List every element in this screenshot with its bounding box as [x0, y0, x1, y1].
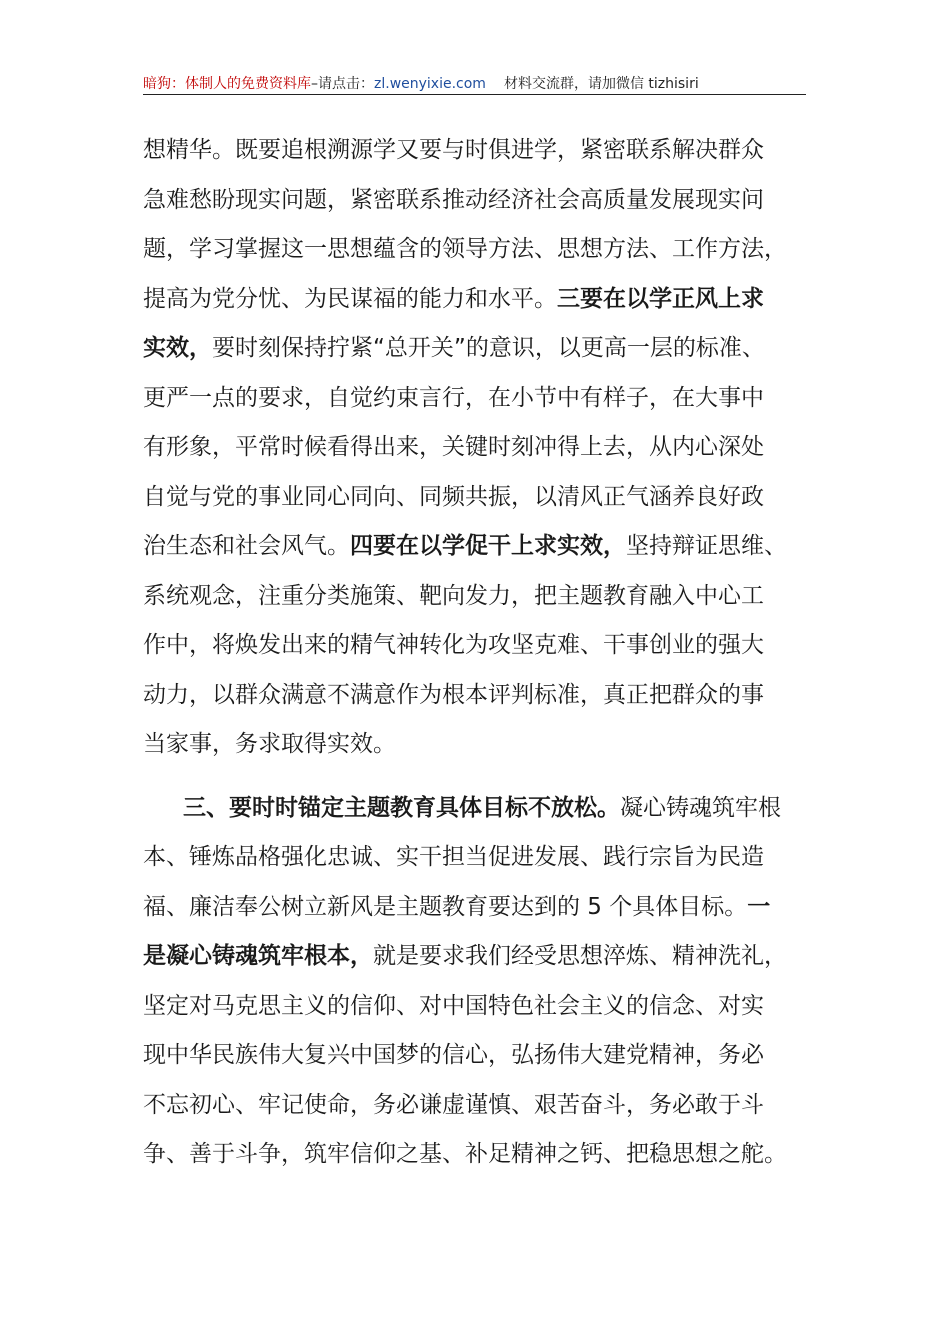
text-run: 系统观念，注重分类施策、靶向发力，把主题教育融入中心工 [143, 582, 764, 609]
text-run: 作中，将焕发出来的精气神转化为攻坚克难、干事创业的强大 [143, 632, 764, 658]
document-body [143, 126, 828, 1180]
text-run: 提高为党分忧、为民谋福的能力和水平。 [143, 285, 557, 312]
text-run: 争、善于斗争，筑牢信仰之基、补足精神之钙、把稳思想之舵。 [143, 1141, 787, 1167]
text-run: 坚持辩证思维、 [626, 533, 787, 559]
text-line [143, 833, 828, 883]
bold-text-run: 四要在以学促干上求实效， [350, 533, 626, 559]
text-line [143, 225, 828, 275]
paragraph [143, 784, 828, 1180]
text-line [143, 275, 828, 325]
text-run: 福、廉洁奉公树立新风是主题教育要达到的 5 个具体目标。 [143, 893, 748, 920]
text-line [143, 522, 828, 572]
text-run: 题，学习掌握这一思想蕴含的领导方法、思想方法、工作方法， [143, 236, 787, 262]
text-run: 不忘初心、牢记使命，务必谦虚谨慎、艰苦奋斗，务必敢于斗 [143, 1091, 764, 1118]
text-run: 动力，以群众满意不满意作为根本评判标准，真正把群众的事 [143, 681, 764, 708]
text-line [143, 720, 828, 770]
text-line [143, 883, 828, 933]
text-line [143, 572, 828, 622]
text-line [143, 324, 828, 374]
text-line [143, 1031, 828, 1081]
text-run: 想精华。既要追根溯源学又要与时俱进学，紧密联系解决群众 [143, 137, 764, 163]
text-run: 凝心铸魂筑牢根 [620, 794, 781, 821]
bold-text-run: 是凝心铸魂筑牢根本， [143, 943, 373, 969]
text-line [143, 1081, 828, 1131]
page-header [143, 70, 806, 95]
text-line [143, 982, 828, 1032]
bold-text-run: 实效， [143, 335, 212, 361]
text-line [143, 126, 828, 176]
text-line [143, 671, 828, 721]
text-line [143, 932, 828, 982]
text-run: 急难愁盼现实问题，紧密联系推动经济社会高质量发展现实问 [143, 186, 764, 213]
text-line [143, 176, 828, 226]
text-line [143, 374, 828, 424]
text-run: 就是要求我们经受思想淬炼、精神洗礼， [373, 943, 787, 969]
text-line [143, 621, 828, 671]
header-url-link[interactable]: zl.wenyixie.com [374, 76, 486, 92]
text-line [143, 473, 828, 523]
text-run: 坚定对马克思主义的信仰、对中国特色社会主义的信念、对实 [143, 992, 764, 1019]
header-brand: 暗狗：体制人的免费资料库 [143, 76, 311, 92]
text-run: 有形象，平常时候看得出来，关键时刻冲得上去，从内心深处 [143, 434, 764, 460]
text-run: 自觉与党的事业同心同向、同频共振，以清风正气涵养良好政 [143, 483, 764, 510]
header-link-prompt: –请点击： [311, 76, 374, 92]
text-run: 更严一点的要求，自觉约束言行，在小节中有样子，在大事中 [143, 384, 764, 411]
text-run: 当家事，务求取得实效。 [143, 731, 396, 757]
text-run: 治生态和社会风气。 [143, 533, 350, 559]
text-run: 现中华民族伟大复兴中国梦的信心，弘扬伟大建党精神，务必 [143, 1042, 764, 1068]
text-line [143, 1130, 828, 1180]
bold-text-run: 三要在以学正风上求 [557, 285, 764, 312]
text-line [143, 784, 828, 834]
text-run: 要时刻保持拧紧“总开关”的意识，以更高一层的标准、 [212, 335, 765, 361]
text-line [143, 423, 828, 473]
bold-text-run: 三、要时时锚定主题教育具体目标不放松。 [183, 794, 620, 821]
text-run: 本、锤炼品格强化忠诚、实干担当促进发展、践行宗旨为民造 [143, 844, 764, 870]
header-contact: 材料交流群，请加微信 tizhisiri [503, 76, 699, 92]
paragraph [143, 126, 828, 770]
bold-text-run: 一 [747, 893, 771, 920]
